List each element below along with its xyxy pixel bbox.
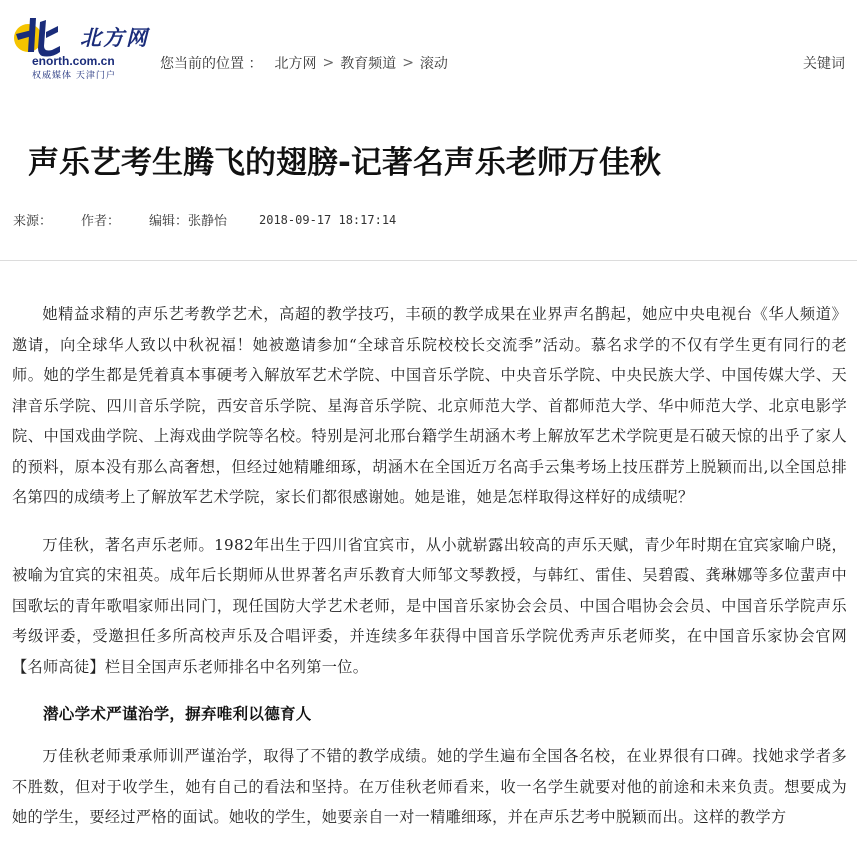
article-title: 声乐艺考生腾飞的翅膀-记著名声乐老师万佳秋 [28, 145, 661, 181]
article-body [12, 299, 847, 850]
article-meta [13, 210, 396, 229]
logo-mark-icon [10, 12, 72, 58]
breadcrumb-item-education[interactable]: 教育频道 [340, 56, 397, 72]
article-paragraph: 万佳秋老师秉承师训严谨治学，取得了不错的教学成绩。她的学生遍布全国各名校，在业界很有口碑。找她求学者多不胜数，但对于收学生，她有自己的看法和坚持。在万佳秋老师看来，收一名学生就要对他的前途和未来负责。想要成为她的学生，要经过严格的面试。她收的学生，她要亲自一对一精雕细琢，并在声乐艺考中脱颖而出。这样的教学方 [12, 747, 847, 826]
publish-timestamp: 2018-09-17 18:17:14 [259, 212, 397, 227]
editor-label: 编辑：张静怡 [149, 214, 228, 229]
breadcrumb [160, 53, 448, 73]
site-header [0, 0, 857, 90]
logo-tagline: 权威媒体 天津门户 [32, 71, 116, 81]
breadcrumb-item-rolling[interactable]: 滚动 [419, 56, 448, 72]
logo-domain-text: enorth.com.cn [32, 54, 115, 68]
source-label: 来源： [13, 214, 53, 229]
breadcrumb-item-enorth[interactable]: 北方网 [274, 56, 317, 72]
keywords-label: 关键词 [803, 56, 845, 72]
article-subheading: 潜心学术严谨治学，摒弃唯利以德育人 [43, 704, 312, 723]
breadcrumb-separator: > [402, 55, 414, 71]
author-label: 作者： [81, 214, 121, 229]
breadcrumb-separator: > [322, 55, 335, 71]
logo-chinese-text: 北方网 [80, 25, 149, 50]
site-logo[interactable] [10, 12, 150, 81]
breadcrumb-label: 您当前的位置 ： [160, 56, 263, 72]
article-paragraph: 她精益求精的声乐艺考教学艺术，高超的教学技巧，丰硕的教学成果在业界声名鹊起，她应中央电视台《华人频道》邀请，向全球华人致以中秋祝福！她被邀请参加“全球音乐院校校长交流季”活动。慕名求学的不仅有学生更有同行的老师。她的学生都是凭着真本事硬考入解放军艺术学院、中国音乐学院、中央音乐学院、中央民族大学、中国传媒大学、天津音乐学院、四川音乐学院，西安音乐学院、星海音乐学院、北京师范大学、首都师范大学、华中师范大学、北京电影学院、中国戏曲学院、上海戏曲学院等名校。特别是河北邢台籍学生胡涵木考上解放军艺术学院更是石破天惊的出乎了家人的预料，原本没有那么高奢想，但经过她精雕细琢，胡涵木在全国近万名高手云集考场上技压群芳上脱颖而出,以全国总排名第四的成绩考上了解放军艺术学院，家长们都很感谢她。她是谁，她是怎样取得这样好的成绩呢？ [12, 305, 847, 506]
header-divider [0, 260, 857, 261]
article-paragraph: 万佳秋，著名声乐老师。1982年出生于四川省宜宾市，从小就崭露出较高的声乐天赋，青少年时期在宜宾家喻户晓，被喻为宜宾的宋祖英。成年后长期师从世界著名声乐教育大师邹文琴教授，与韩红、雷佳、吴碧霞、龚琳娜等多位蜚声中国歌坛的青年歌唱家师出同门，现任国防大学艺术老师，是中国音乐家协会会员、中国合唱协会会员、中国音乐学院声乐考级评委，受邀担任多所高校声乐及合唱评委，并连续多年获得中国音乐学院优秀声乐老师奖，在中国音乐家协会官网【名师高徒】栏目全国声乐老师排名中名列第一位。 [12, 535, 847, 676]
